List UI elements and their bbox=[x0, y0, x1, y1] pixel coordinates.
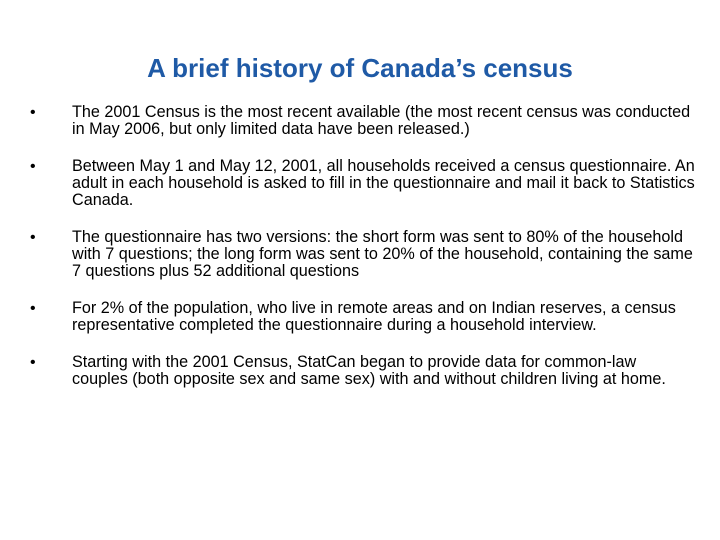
bullet-list bbox=[30, 104, 695, 408]
bullet-text: The questionnaire has two versions: the short form was sent to 80% of the household with 7 questions; the long form was sent to 20% of the household, containing the same 7 questions plus 52 additional questions bbox=[72, 228, 693, 280]
bullet-icon: • bbox=[30, 158, 36, 175]
bullet-text: Between May 1 and May 12, 2001, all households received a census questionnaire. An adult in each household is asked to fill in the questionnaire and mail it back to Statistics Canada. bbox=[72, 157, 695, 209]
bullet-item bbox=[30, 158, 695, 209]
bullet-item bbox=[30, 229, 695, 280]
bullet-item bbox=[30, 354, 695, 388]
bullet-icon: • bbox=[30, 229, 36, 246]
bullet-text: For 2% of the population, who live in remote areas and on Indian reserves, a census representative completed the questionnaire during a household interview. bbox=[72, 299, 676, 334]
bullet-text: Starting with the 2001 Census, StatCan began to provide data for common-law couples (both opposite sex and same sex) with and without children living at home. bbox=[72, 353, 666, 388]
bullet-item bbox=[30, 300, 695, 334]
bullet-icon: • bbox=[30, 104, 36, 121]
bullet-text: The 2001 Census is the most recent available (the most recent census was conducted in May 2006, but only limited data have been released.) bbox=[72, 103, 691, 138]
bullet-icon: • bbox=[30, 300, 36, 317]
slide-title: A brief history of Canada’s census bbox=[147, 53, 573, 83]
bullet-item bbox=[30, 104, 695, 138]
bullet-icon: • bbox=[30, 354, 36, 371]
